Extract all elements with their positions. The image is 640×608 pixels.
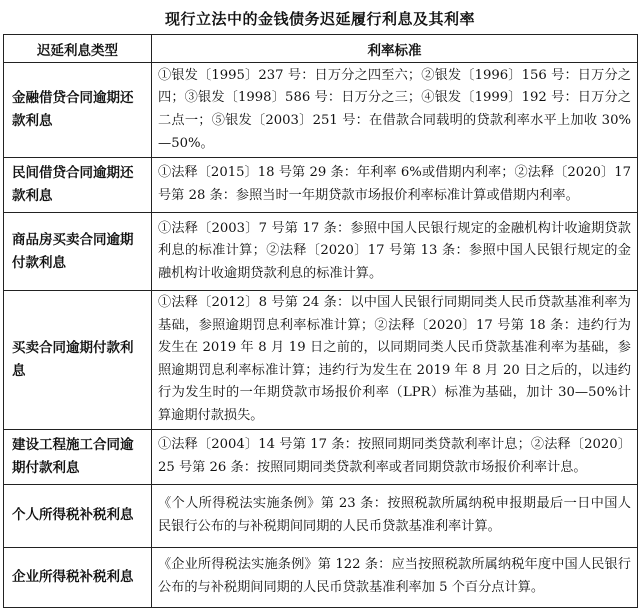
table-row bbox=[4, 63, 638, 158]
table-row bbox=[4, 291, 638, 430]
table-title: 现行立法中的金钱债务迟延履行利息及其利率 bbox=[164, 10, 475, 28]
header-rate-standard: 利率标准 bbox=[152, 35, 638, 63]
rate-standard-cell: ①法释〔2012〕8 号第 24 条：以中国人民银行同期同类人民币贷款基准利率为基础，参照逾期罚息利率标准计算；②法释〔2020〕17 号第 18 条：违约行为发生在 2019 年 8 月 19 日之前的，以同期同类人民币贷款基准利率为基础，参照逾期罚息利率标准计算；违约行为发生在 2019 年 8 月 20 日之后的，以违约行为发生时的一年期贷款市场报价利率（LPR）标准为基础，加计 30—50%计算逾期付款损失。 bbox=[152, 291, 638, 430]
table-header-row bbox=[4, 35, 638, 63]
interest-type-cell: 建设工程施工合同逾期付款利息 bbox=[4, 429, 152, 484]
header-interest-type: 迟延利息类型 bbox=[4, 35, 152, 63]
table-row bbox=[4, 213, 638, 291]
rate-standard-cell: ①法释〔2003〕7 号第 17 条：参照中国人民银行规定的金融机构计收逾期贷款利息的标准计算；②法释〔2020〕17 号第 13 条：参照中国人民银行规定的金融机构计收逾期贷款利息的标准计算。 bbox=[152, 213, 638, 291]
table-row bbox=[4, 158, 638, 213]
interest-type-cell: 商品房买卖合同逾期付款利息 bbox=[4, 213, 152, 291]
rate-standard-cell: ①法释〔2015〕18 号第 29 条：年利率 6%或借期内利率；②法释〔2020〕17 号第 28 条：参照当时一年期贷款市场报价利率标准计算或借期内利率。 bbox=[152, 158, 638, 213]
rate-standard-cell: ①银发〔1995〕237 号：日万分之四至六；②银发〔1996〕156 号：日万分之四；③银发〔1998〕586 号：日万分之三；④银发〔1999〕192 号：日万分之二点一；⑤银发〔2003〕251 号：在借款合同载明的贷款利率水平上加收 30%—50%。 bbox=[152, 63, 638, 158]
interest-type-cell: 个人所得税补税利息 bbox=[4, 484, 152, 547]
interest-type-cell: 企业所得税补税利息 bbox=[4, 547, 152, 607]
rate-standard-cell: 《企业所得税法实施条例》第 122 条：应当按照税款所属纳税年度中国人民银行公布的与补税期间同期的人民币贷款基准利率加 5 个百分点计算。 bbox=[152, 547, 638, 607]
table-row bbox=[4, 429, 638, 484]
table-row bbox=[4, 484, 638, 547]
rate-standard-cell: 《个人所得税法实施条例》第 23 条：按照税款所属纳税申报期最后一日中国人民银行公布的与补税期间同期的人民币贷款基准利率计算。 bbox=[152, 484, 638, 547]
interest-rate-table bbox=[3, 34, 638, 608]
interest-type-cell: 金融借贷合同逾期还款利息 bbox=[4, 63, 152, 158]
interest-type-cell: 民间借贷合同逾期还款利息 bbox=[4, 158, 152, 213]
rate-standard-cell: ①法释〔2004〕14 号第 17 条：按照同期同类贷款利率计息；②法释〔2020〕25 号第 26 条：按照同期同类贷款利率或者同期贷款市场报价利率计息。 bbox=[152, 429, 638, 484]
table-row bbox=[4, 547, 638, 607]
interest-type-cell: 买卖合同逾期付款利息 bbox=[4, 291, 152, 430]
